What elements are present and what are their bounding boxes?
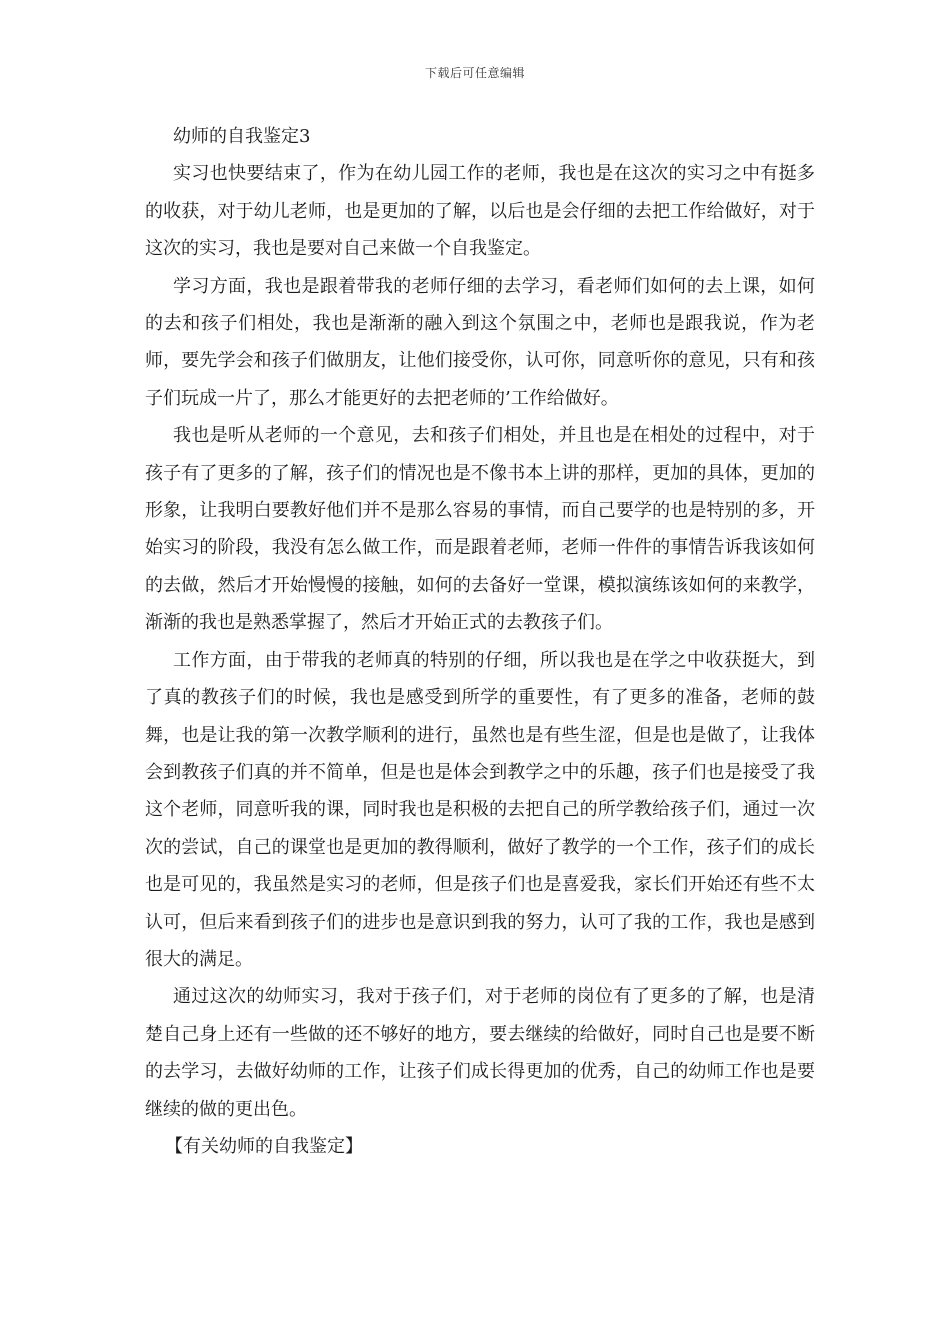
paragraph-conclusion: 通过这次的幼师实习，我对于孩子们，对于老师的岗位有了更多的了解，也是清楚自己身上还有一些做的还不够好的地方，要去继续的给做好，同时自己也是要不断的去学习，去做好幼师的工作，让孩子们成长得更加的优秀，自己的幼师工作也是要继续的做的更出色。 [145,986,815,1120]
document-title: 幼师的自我鉴定3 [173,126,311,147]
document-body [145,118,815,1165]
paragraph-work: 工作方面，由于带我的老师真的特别的仔细，所以我也是在学之中收获挺大，到了真的教孩子们的时候，我也是感受到所学的重要性，有了更多的准备，老师的鼓舞，也是让我的第一次教学顺利的进行，虽然也是有些生涩，但是也是做了，让我体会到教孩子们真的并不简单，但是也是体会到教学之中的乐趣，孩子们也是接受了我这个老师，同意听我的课，同时我也是积极的去把自己的所学教给孩子们，通过一次次的尝试，自己的课堂也是更加的教得顺利，做好了教学的一个工作，孩子们的成长也是可见的，我虽然是实习的老师，但是孩子们也是喜爱我，家长们开始还有些不太认可，但后来看到孩子们的进步也是意识到我的努力，认可了我的工作，我也是感到很大的满足。 [145,649,815,970]
paragraph-interaction: 我也是听从老师的一个意见，去和孩子们相处，并且也是在相处的过程中，对于孩子有了更多的了解，孩子们的情况也是不像书本上讲的那样，更加的具体，更加的形象，让我明白要教好他们并不是那么容易的事情，而自己要学的也是特别的多，开始实习的阶段，我没有怎么做工作，而是跟着老师，老师一件件的事情告诉我该如何的去做，然后才开始慢慢的接触，如何的去备好一堂课，模拟演练该如何的来教学，渐渐的我也是熟悉掌握了，然后才开始正式的去教孩子们。 [145,425,815,634]
paragraph-study: 学习方面，我也是跟着带我的老师仔细的去学习，看老师们如何的去上课，如何的去和孩子们相处，我也是渐渐的融入到这个氛围之中，老师也是跟我说，作为老师，要先学会和孩子们做朋友，让他们接受你，认可你，同意听你的意见，只有和孩子们玩成一片了，那么才能更好的去把老师的’工作给做好。 [145,275,815,409]
related-section-label: 【有关幼师的自我鉴定】 [165,1135,363,1157]
page-header: 下载后可任意编辑 [424,66,525,80]
paragraph-intro: 实习也快要结束了，作为在幼儿园工作的老师，我也是在这次的实习之中有挺多的收获，对于幼儿老师，也是更加的了解，以后也是会仔细的去把工作给做好，对于这次的实习，我也是要对自己来做一个自我鉴定。 [145,163,815,260]
